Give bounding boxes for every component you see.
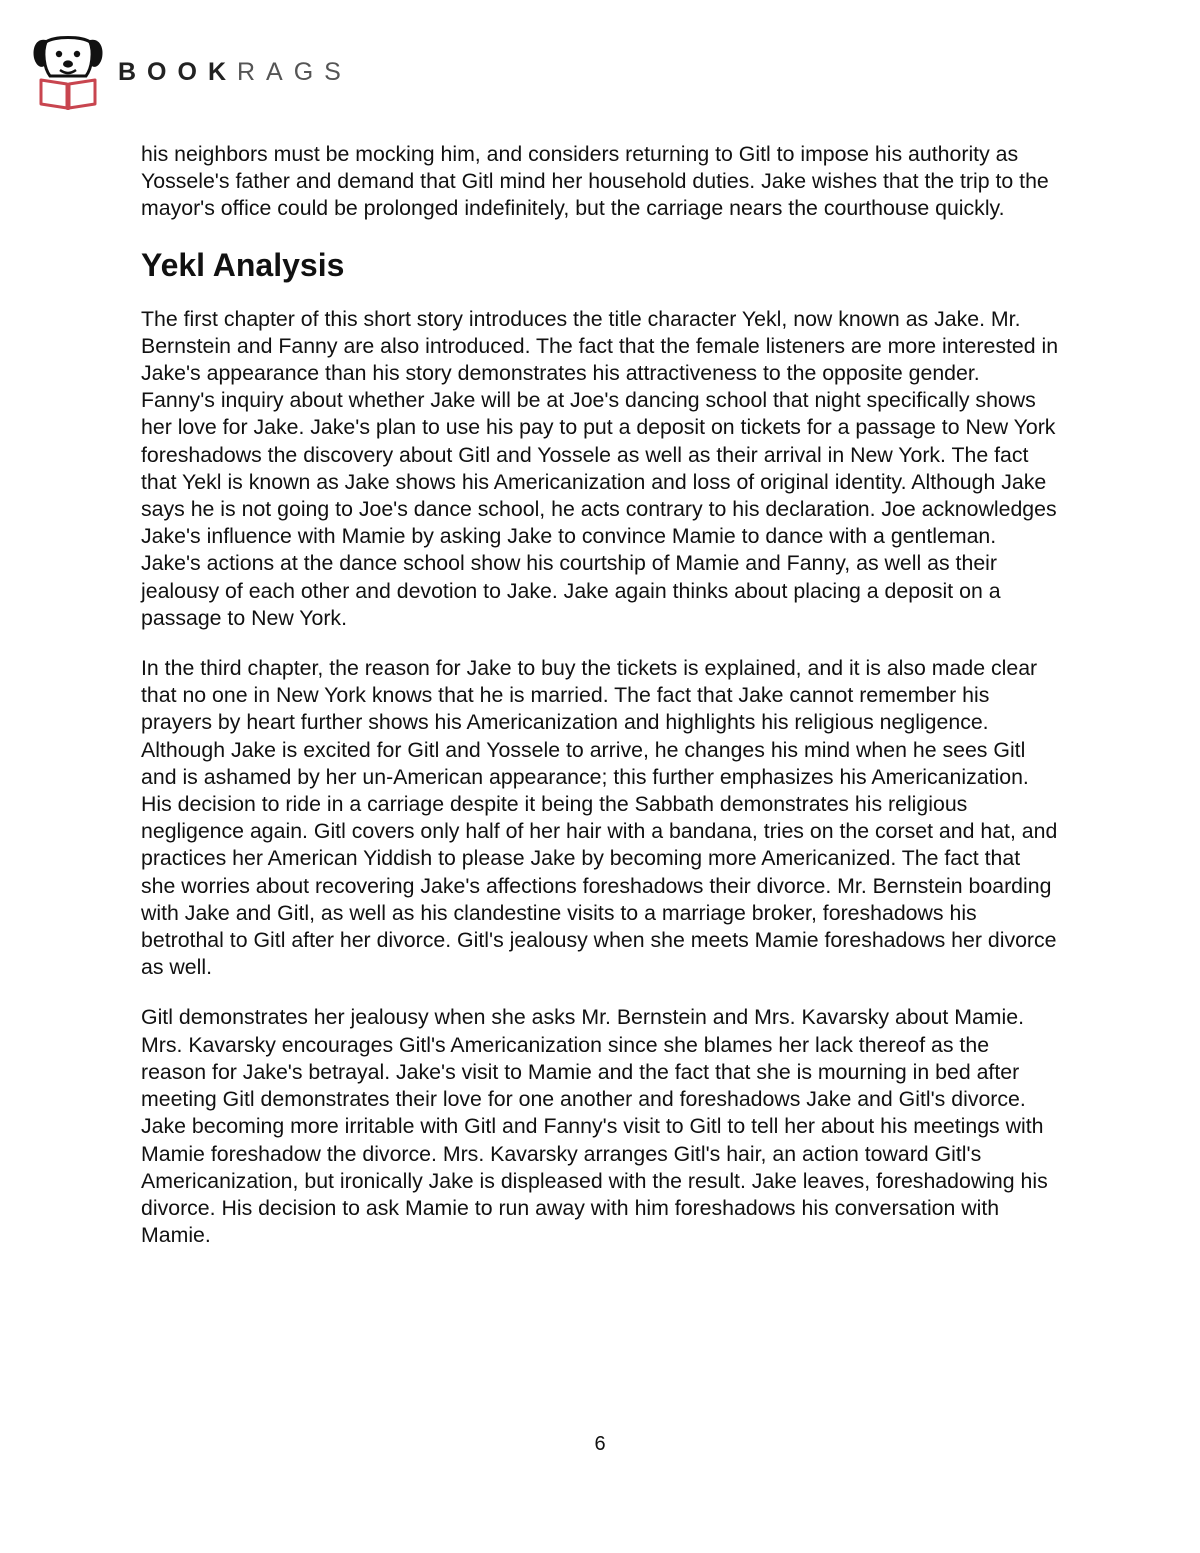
document-body bbox=[141, 141, 1059, 1272]
site-header bbox=[32, 32, 352, 112]
page-number: 6 bbox=[594, 1433, 606, 1455]
analysis-paragraph-2: In the third chapter, the reason for Jake to buy the tickets is explained, and it is also made clear that no one in New York knows that he is married. The fact that Jake cannot remember his prayers by heart further shows his Americanization and highlights his religious negligence. Although Jake is excited for Gitl and Yossele to arrive, he changes his mind when he sees Gitl and is ashamed by her un-American appearance; this further emphasizes his Americanization. His decision to ride in a carriage despite it being the Sabbath demonstrates his religious negligence again. Gitl covers only half of her hair with a bandana, tries on the corset and hat, and practices her American Yiddish to please Jake by becoming more Americanized. The fact that she worries about recovering Jake's affections foreshadows their divorce. Mr. Bernstein boarding with Jake and Gitl, as well as his clandestine visits to a marriage broker, foreshadows his betrothal to Gitl after her divorce. Gitl's jealousy when she meets Mamie foreshadows her divorce as well. bbox=[141, 656, 1058, 980]
analysis-paragraph-1: The first chapter of this short story introduces the title character Yekl, now known as Jake. Mr. Bernstein and Fanny are also introduced. The fact that the female listeners are more interested in Jake's appearance than his story demonstrates his attractiveness to the opposite gender. Fanny's inquiry about whether Jake will be at Joe's dancing school that night specifically shows her love for Jake. Jake's plan to use his pay to put a deposit on tickets for a passage to New York foreshadows the discovery about Gitl and Yossele as well as their arrival in New York. The fact that Yekl is known as Jake shows his Americanization and loss of original identity. Although Jake says he is not going to Joe's dance school, he acts contrary to his declaration. Joe acknowledges Jake's influence with Mamie by asking Jake to convince Mamie to dance with a gentleman. Jake's actions at the dance school show his courtship of Mamie and Fanny, as well as their jealousy of each other and devotion to Jake. Jake again thinks about placing a deposit on a passage to New York. bbox=[141, 306, 1059, 630]
brand-wordmark bbox=[118, 58, 352, 87]
brand-light-part: RAGS bbox=[237, 57, 352, 86]
intro-paragraph: his neighbors must be mocking him, and considers returning to Gitl to impose his authority as Yossele's father and demand that Gitl mind her household duties. Jake wishes that the trip to the mayor's office could be prolonged indefinitely, but the carriage nears the courthouse quickly. bbox=[141, 142, 1049, 221]
section-heading: Yekl Analysis bbox=[141, 246, 345, 283]
analysis-paragraph-3: Gitl demonstrates her jealousy when she asks Mr. Bernstein and Mrs. Kavarsky about Mamie. Mrs. Kavarsky encourages Gitl's Americanization since she blames her lack thereof as the reason for Jake's betrayal. Jake's visit to Mamie and the fact that she is mourning in bed after meeting Gitl demonstrates their love for one another and foreshadows Jake and Gitl's divorce. Jake becoming more irritable with Gitl and Fanny's visit to Gitl to tell her about his meetings with Mamie foreshadow the divorce. Mrs. Kavarsky arranges Gitl's hair, an action toward Gitl's Americanization, but ironically Jake is displeased with the result. Jake leaves, foreshadowing his divorce. His decision to ask Mamie to run away with him foreshadows his conversation with Mamie. bbox=[141, 1005, 1048, 1248]
dog-with-book-icon bbox=[32, 34, 104, 110]
brand-bold-part: BOOK bbox=[118, 57, 237, 86]
